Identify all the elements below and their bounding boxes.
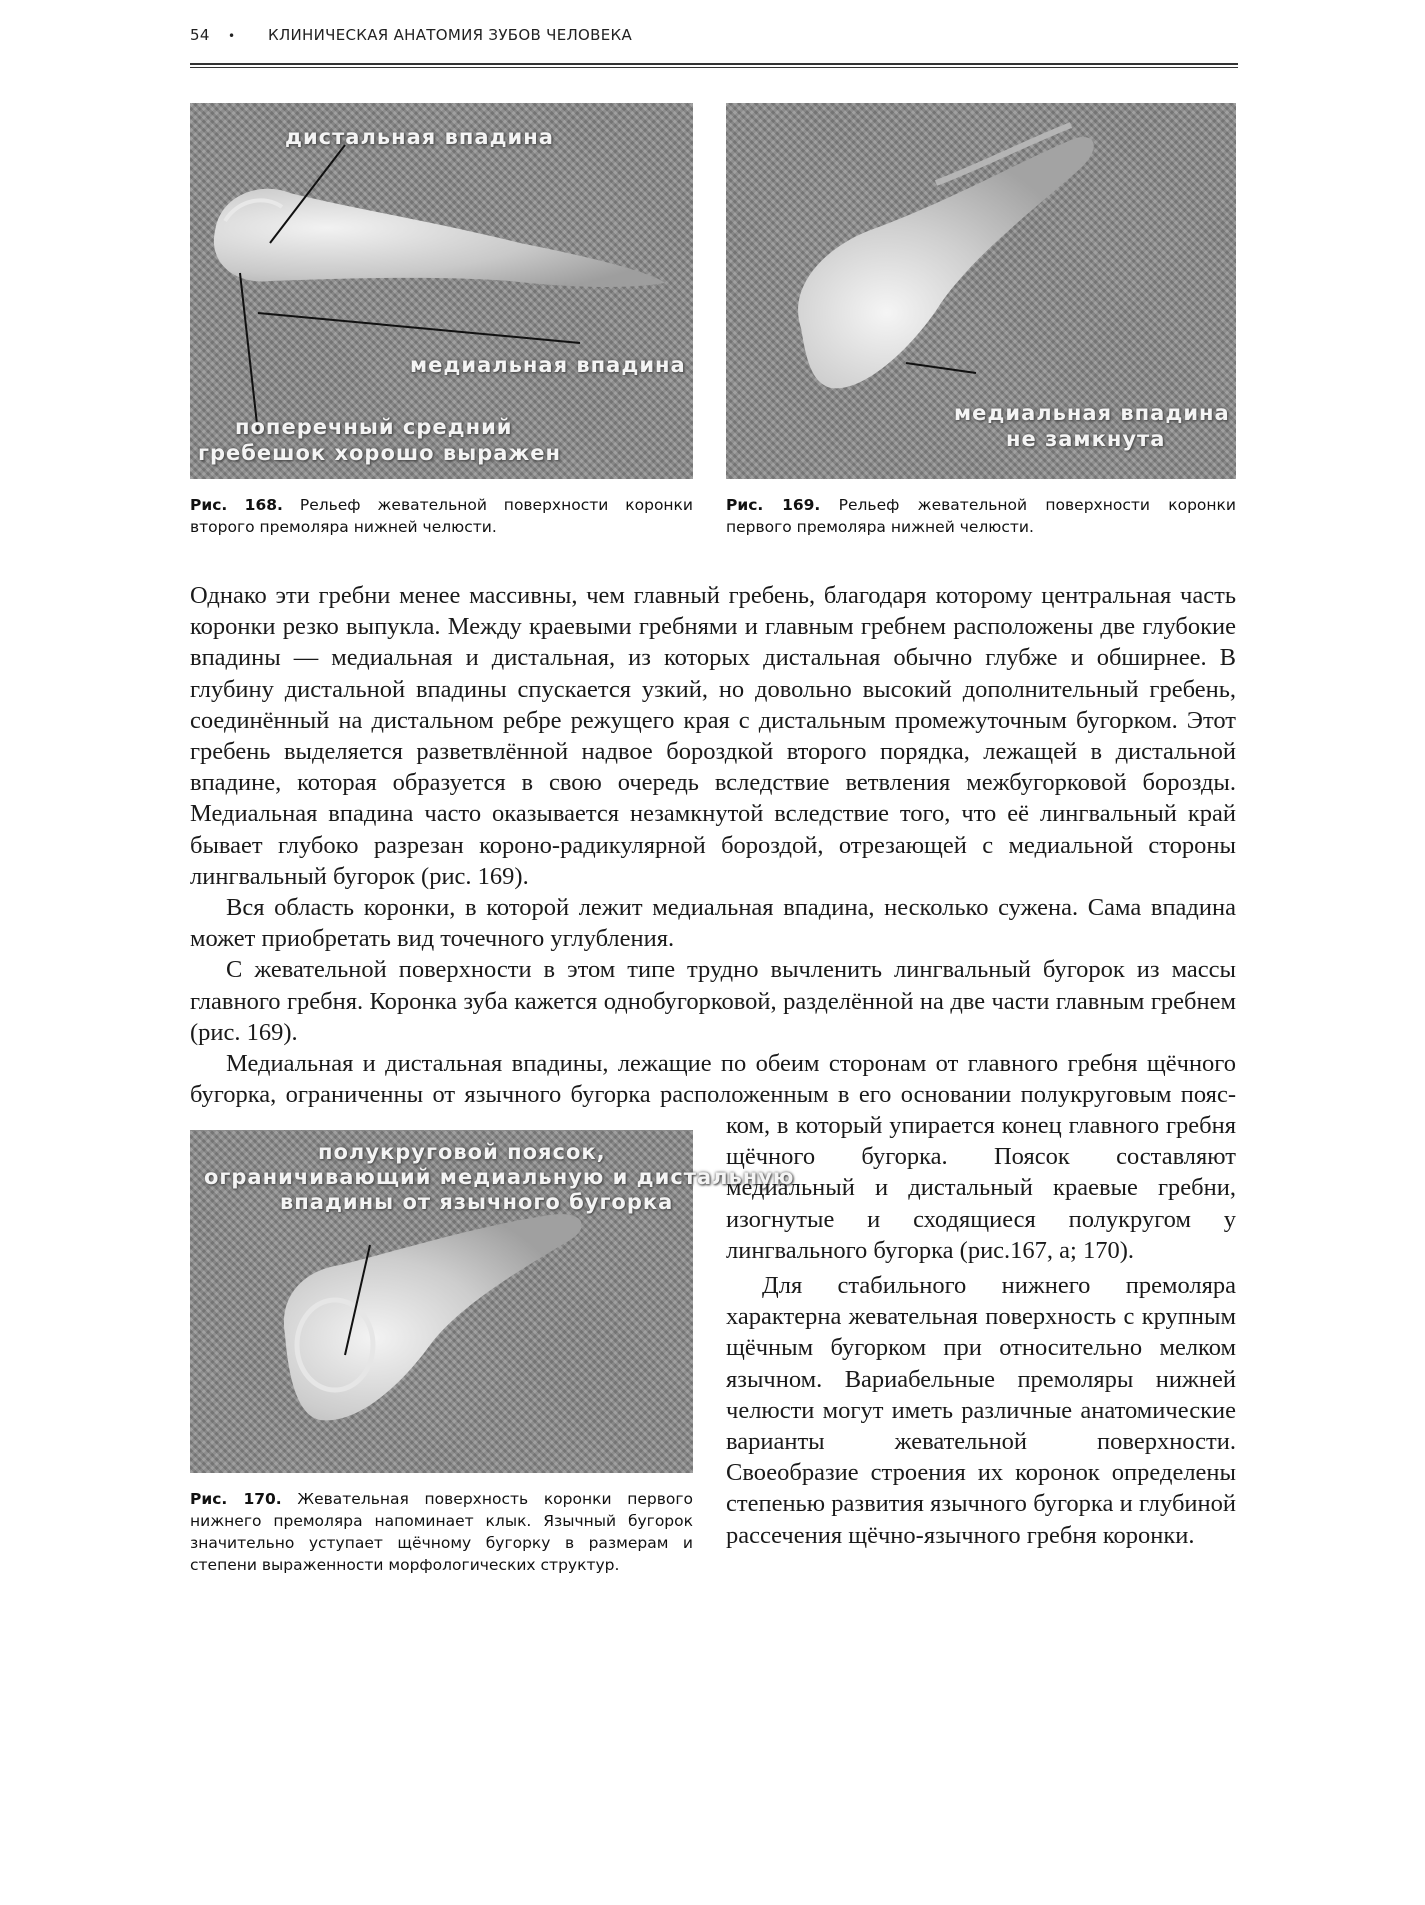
label-ridge-line2: гребешок хорошо выражен bbox=[198, 441, 562, 465]
pointer-ridge bbox=[240, 273, 258, 433]
figure-169-caption bbox=[726, 494, 1236, 538]
figure-168-photo bbox=[190, 103, 693, 479]
caption-168-text: Рельеф жевательной поверхности коронки второго премоляра нижней челюсти. bbox=[190, 496, 693, 536]
figure-170-photo bbox=[190, 1130, 795, 1473]
caption-170-text: Жевательная поверхность коронки первого нижнего премоляра напоминает клык. Язычный бугорок значительно уступает щёчному бугорку в размерам и степени выраженности морфологических структур. bbox=[190, 1490, 693, 1574]
caption-170-number: Рис. 170. bbox=[190, 1490, 282, 1508]
paragraph-3: С жевательной поверхности в этом типе трудно вычленить лингвальный бугорок из массы главного гребня. Коронка зуба кажется однобугорковой, разделённой на две части главным гребнем (рис. 169). bbox=[190, 956, 1236, 1046]
running-header bbox=[190, 26, 1238, 44]
figure-169-photo bbox=[726, 103, 1236, 479]
label-170-line1: полукруговой поясок, bbox=[318, 1140, 606, 1164]
pointer-medial-open bbox=[906, 363, 976, 373]
header-rule bbox=[190, 63, 1238, 68]
tooth-crown-shape bbox=[214, 189, 665, 287]
figure-168-caption bbox=[190, 494, 693, 538]
paragraph-2: Вся область коронки, в которой лежит медиальная впадина, несколько сужена. Сама впадина может приобретать вид точечного углубления. bbox=[190, 894, 1236, 953]
paragraph-4: Медиальная и дистальная впадины, лежащие по обеим сторонам от главного гребня щёчного бугорка, ограниченны от язычного бугорка расположенным в его основании полукруговым пояс- bbox=[190, 1050, 1236, 1109]
label-ridge-line1: поперечный средний bbox=[235, 415, 513, 439]
header-bullet: • bbox=[228, 29, 236, 43]
figure-170-caption bbox=[190, 1488, 693, 1576]
label-169-line2: не замкнута bbox=[1006, 427, 1166, 451]
label-medial-fossa: медиальная впадина bbox=[410, 353, 686, 377]
caption-169-number: Рис. 169. bbox=[726, 496, 821, 514]
paragraph-5: Для стабильного нижнего премоляра характерна жевательная поверхность с крупным щёчным бугорком при относительно мелком язычном. Вариабельные премоляры нижней челюсти могут иметь различные анатомические варианты жевательной поверхности. Своеобразие строения их коронок определены степенью развития язычного бугорка и глубиной рассечения щёчно-язычного гребня коронки. bbox=[726, 1272, 1236, 1549]
body-text-full-width bbox=[190, 580, 1236, 1110]
running-title: КЛИНИЧЕСКАЯ АНАТОМИЯ ЗУБОВ ЧЕЛОВЕКА bbox=[268, 26, 633, 44]
paragraph-1: Однако эти гребни менее массивны, чем главный гребень, благодаря которому центральная часть коронки резко выпукла. Между краевыми гребнями и главным гребнем расположены две глубокие впадины — медиальная и дистальная, из которых дистальная обычно глубже и обширнее. В глубину дистальной впадины спускается узкий, но довольно высокий дополнительный гребень, соединённый на дистальном ребре режущего края с дистальным промежуточным бугорком. Этот гребень выделяется разветвлённой надвое бороздкой второго порядка, лежащей в дистальной впадине, которая образуется в свою очередь вследствие ветвления межбугорковой борозды. Медиальная впадина часто оказывается незамкнутой вследствие того, что её лингвальный край бывает глубоко разрезан короно-радикулярной бороздой, отрезающей с медиальной стороны лингвальный бугорок (рис. 169). bbox=[190, 582, 1236, 890]
caption-168-number: Рис. 168. bbox=[190, 496, 283, 514]
body-text-right-column bbox=[726, 1110, 1236, 1551]
page-number: 54 bbox=[190, 26, 210, 44]
label-distal-fossa: дистальная впадина bbox=[285, 125, 554, 149]
label-170-line2: ограничивающий медиальную и дистальную bbox=[204, 1165, 795, 1189]
tooth-shape bbox=[798, 137, 1094, 388]
caption-169-text: Рельеф жевательной поверхности коронки первого премоляра нижней челюсти. bbox=[726, 496, 1236, 536]
label-170-line3: впадины от язычного бугорка bbox=[280, 1190, 674, 1214]
label-169-line1: медиальная впадина bbox=[954, 401, 1230, 425]
paragraph-4-continued: ком, в который упирается конец главного гребня щёчного бугорка. Поясок составляют медиальный и дистальный краевые гребни, изогнутые и сходящиеся полукругом у лингвального бугорка (рис.167, а; 170). bbox=[726, 1112, 1236, 1264]
pointer-medial bbox=[258, 313, 580, 343]
